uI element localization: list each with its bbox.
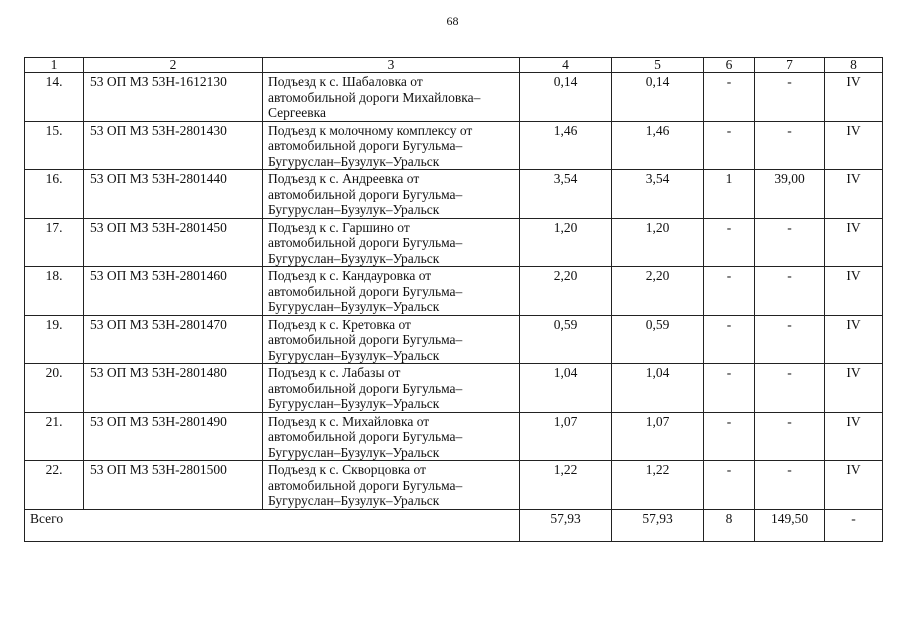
- table-row: [25, 364, 883, 413]
- total-cell-6: 8: [704, 509, 755, 541]
- cell-6: -: [704, 461, 755, 510]
- road-name-line: Подъезд к с. Кретовка от: [268, 316, 411, 332]
- cell-8: IV: [825, 267, 883, 316]
- row-number: 15.: [25, 121, 84, 170]
- total-label: Всего: [25, 509, 520, 541]
- column-header: 4: [520, 58, 612, 73]
- cell-8: IV: [825, 121, 883, 170]
- road-name-line: Подъезд к с. Скворцовка от: [268, 462, 427, 477]
- row-number: 19.: [25, 315, 84, 364]
- road-name-line: Бугуруслан–Бузулук–Уральск: [268, 396, 440, 411]
- cell-6: -: [704, 364, 755, 413]
- row-number: 17.: [25, 218, 84, 267]
- cell-5: 1,04: [612, 364, 704, 413]
- road-id: 53 ОП МЗ 53Н-2801460: [84, 267, 263, 316]
- table-row: [25, 461, 883, 510]
- road-name-line: автомобильной дороги Бугульма–: [268, 138, 463, 153]
- road-name: [263, 73, 520, 122]
- table-body: [25, 73, 883, 510]
- total-cell-7: 149,50: [755, 509, 825, 541]
- header-row: [25, 58, 883, 73]
- cell-4: 1,07: [520, 412, 612, 461]
- total-cell-4: 57,93: [520, 509, 612, 541]
- row-number: 21.: [25, 412, 84, 461]
- total-cell-5: 57,93: [612, 509, 704, 541]
- road-name-line: Подъезд к с. Лабазы от: [268, 365, 401, 380]
- cell-4: 2,20: [520, 267, 612, 316]
- cell-4: 3,54: [520, 170, 612, 219]
- cell-5: 1,46: [612, 121, 704, 170]
- road-name-line: Подъезд к с. Шабаловка от: [268, 74, 423, 89]
- road-id: 53 ОП МЗ 53Н-2801440: [84, 170, 263, 219]
- road-id: 53 ОП МЗ 53Н-2801430: [84, 121, 263, 170]
- cell-8: IV: [825, 170, 883, 219]
- road-name-line: Бугуруслан–Бузулук–Уральск: [268, 493, 440, 508]
- road-id: 53 ОП МЗ 53Н-2801490: [84, 412, 263, 461]
- column-header: 5: [612, 58, 704, 73]
- table-row: [25, 218, 883, 267]
- cell-4: 1,04: [520, 364, 612, 413]
- cell-6: -: [704, 73, 755, 122]
- table-row: [25, 121, 883, 170]
- road-name-line: автомобильной дороги Бугульма–: [268, 332, 463, 347]
- row-number: 20.: [25, 364, 84, 413]
- road-name-line: Сергеевка: [268, 105, 326, 120]
- table-row: [25, 170, 883, 219]
- table-row: [25, 412, 883, 461]
- cell-8: IV: [825, 412, 883, 461]
- cell-6: 1: [704, 170, 755, 219]
- cell-6: -: [704, 218, 755, 267]
- road-name-line: автомобильной дороги Бугульма–: [268, 235, 463, 250]
- road-id: 53 ОП МЗ 53Н-1612130: [84, 73, 263, 122]
- cell-6: -: [704, 412, 755, 461]
- row-number: 16.: [25, 170, 84, 219]
- table-row: [25, 73, 883, 122]
- road-id: 53 ОП МЗ 53Н-2801450: [84, 218, 263, 267]
- column-header: 1: [25, 58, 84, 73]
- cell-7: 39,00: [755, 170, 825, 219]
- cell-8: IV: [825, 218, 883, 267]
- road-name-line: автомобильной дороги Бугульма–: [268, 186, 463, 202]
- road-name-line: автомобильной дороги Бугульма–: [268, 283, 463, 299]
- table-row: [25, 267, 883, 316]
- road-name-line: Бугуруслан–Бузулук–Уральск: [268, 299, 440, 314]
- cell-7: -: [755, 73, 825, 122]
- road-name-line: Бугуруслан–Бузулук–Уральск: [268, 250, 440, 266]
- cell-6: -: [704, 121, 755, 170]
- roads-table: [24, 57, 883, 542]
- road-name-line: Подъезд к с. Михайловка от: [268, 413, 430, 429]
- total-cell-8: -: [825, 509, 883, 541]
- cell-7: -: [755, 364, 825, 413]
- road-name-line: автомобильной дороги Бугульма–: [268, 477, 463, 493]
- cell-7: -: [755, 315, 825, 364]
- cell-4: 0,14: [520, 73, 612, 122]
- road-name-line: Бугуруслан–Бузулук–Уральск: [268, 444, 440, 460]
- road-name: [263, 412, 520, 461]
- cell-5: 2,20: [612, 267, 704, 316]
- road-name: [263, 315, 520, 364]
- road-name: [263, 121, 520, 170]
- page-number: 68: [446, 14, 459, 28]
- road-name-line: Подъезд к с. Гаршино от: [268, 219, 410, 235]
- road-name-line: Подъезд к молочному комплексу от: [268, 122, 473, 138]
- column-header: 6: [704, 58, 755, 73]
- cell-4: 1,20: [520, 218, 612, 267]
- road-id: 53 ОП МЗ 53Н-2801500: [84, 461, 263, 510]
- cell-7: -: [755, 461, 825, 510]
- road-name: [263, 461, 520, 510]
- row-number: 18.: [25, 267, 84, 316]
- row-number: 14.: [25, 73, 84, 122]
- road-id: 53 ОП МЗ 53Н-2801480: [84, 364, 263, 413]
- cell-4: 0,59: [520, 315, 612, 364]
- column-header: 3: [263, 58, 520, 73]
- road-name-line: Подъезд к с. Андреевка от: [268, 171, 420, 186]
- cell-6: -: [704, 267, 755, 316]
- road-name: [263, 170, 520, 219]
- cell-5: 0,14: [612, 73, 704, 122]
- cell-7: -: [755, 267, 825, 316]
- column-header: 8: [825, 58, 883, 73]
- cell-4: 1,22: [520, 461, 612, 510]
- cell-5: 1,22: [612, 461, 704, 510]
- cell-6: -: [704, 315, 755, 364]
- cell-5: 0,59: [612, 315, 704, 364]
- road-name: [263, 364, 520, 413]
- cell-8: IV: [825, 73, 883, 122]
- column-header: 7: [755, 58, 825, 73]
- cell-7: -: [755, 121, 825, 170]
- column-header: 2: [84, 58, 263, 73]
- cell-5: 3,54: [612, 170, 704, 219]
- road-name-line: Бугуруслан–Бузулук–Уральск: [268, 202, 440, 217]
- table-row: [25, 315, 883, 364]
- cell-7: -: [755, 412, 825, 461]
- road-name: [263, 267, 520, 316]
- cell-8: IV: [825, 315, 883, 364]
- road-name: [263, 218, 520, 267]
- road-name-line: Бугуруслан–Бузулук–Уральск: [268, 347, 440, 363]
- cell-4: 1,46: [520, 121, 612, 170]
- road-name-line: Бугуруслан–Бузулук–Уральск: [268, 153, 440, 169]
- road-name-line: Подъезд к с. Кандауровка от: [268, 268, 432, 283]
- road-name-line: автомобильной дороги Бугульма–: [268, 380, 463, 396]
- cell-5: 1,07: [612, 412, 704, 461]
- total-row: [25, 509, 883, 541]
- road-name-line: автомобильной дороги Михайловка–: [268, 89, 481, 105]
- row-number: 22.: [25, 461, 84, 510]
- road-name-line: автомобильной дороги Бугульма–: [268, 429, 463, 444]
- cell-8: IV: [825, 461, 883, 510]
- cell-8: IV: [825, 364, 883, 413]
- cell-7: -: [755, 218, 825, 267]
- cell-5: 1,20: [612, 218, 704, 267]
- road-id: 53 ОП МЗ 53Н-2801470: [84, 315, 263, 364]
